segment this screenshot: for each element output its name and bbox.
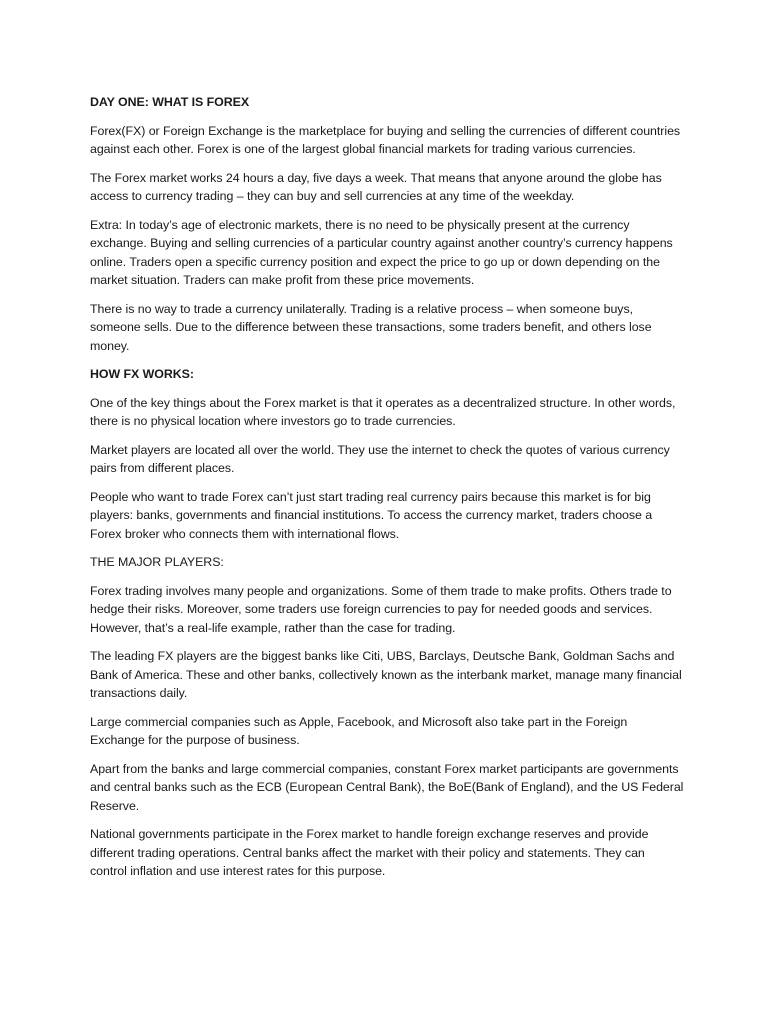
paragraph-national-governments: National governments participate in the Forex market to handle foreign exchange reserves and provide different trading operations. Central banks affect the market with their policy and statements. They can control inflation and use interest rates for this purpose. — [90, 827, 649, 878]
paragraph-leading-banks: The leading FX players are the biggest banks like Citi, UBS, Barclays, Deutsche Bank, Goldman Sachs and Bank of America. These and other banks, collectively known as the interbank market, manage many financial transactions daily. — [90, 649, 682, 700]
paragraph-market-players: Market players are located all over the world. They use the internet to check the quotes of various currency pairs from different places. — [90, 442, 670, 475]
section-heading-how-fx-works: HOW FX WORKS: — [90, 367, 194, 381]
paragraph-central-banks: Apart from the banks and large commercial companies, constant Forex market participants are governments and central banks such as the ECB (European Central Bank), the BoE(Bank of England), and the US Federal Reserve. — [90, 761, 684, 813]
paragraph-decentralized: One of the key things about the Forex market is that it operates as a decentralized structure. In other words, there is no physical location where investors go to trade currencies. — [90, 395, 676, 428]
paragraph-market-hours: The Forex market works 24 hours a day, five days a week. That means that anyone around the globe has access to currency trading – they can buy and sell currencies at any time of the weekday. — [90, 170, 662, 203]
paragraph-people-organizations: Forex trading involves many people and organizations. Some of them trade to make profits. Others trade to hedge their risks. Moreover, some traders use foreign currencies to pay for needed goods and services. However, that’s a real-life example, rather than the case for trading. — [90, 583, 672, 635]
paragraph-relative-process: There is no way to trade a currency unilaterally. Trading is a relative process – when someone buys, someone sells. Due to the difference between these transactions, some traders benefit, and others lose money. — [90, 301, 652, 353]
paragraph-extra-electronic: Extra: In today’s age of electronic markets, there is no need to be physically present at the currency exchange. Buying and selling currencies of a particular country against another country’s currency happens online. Traders open a specific currency position and expect the price to go up or down depending on the market situation. Traders can make profit from these price movements. — [90, 217, 673, 287]
paragraph-commercial-companies: Large commercial companies such as Apple, Facebook, and Microsoft also take part in the Foreign Exchange for the purpose of business. — [90, 714, 628, 747]
section-heading-major-players: THE MAJOR PLAYERS: — [90, 555, 224, 569]
document-page — [90, 93, 684, 891]
paragraph-forex-broker: People who want to trade Forex can’t just start trading real currency pairs because this market is for big players: banks, governments and financial institutions. To access the currency market, traders choose a Forex broker who connects them with international flows. — [90, 489, 653, 541]
document-title: DAY ONE: WHAT IS FOREX — [90, 95, 250, 109]
paragraph-forex-definition: Forex(FX) or Foreign Exchange is the marketplace for buying and selling the currencies of different countries against each other. Forex is one of the largest global financial markets for trading various currencies. — [90, 123, 681, 156]
